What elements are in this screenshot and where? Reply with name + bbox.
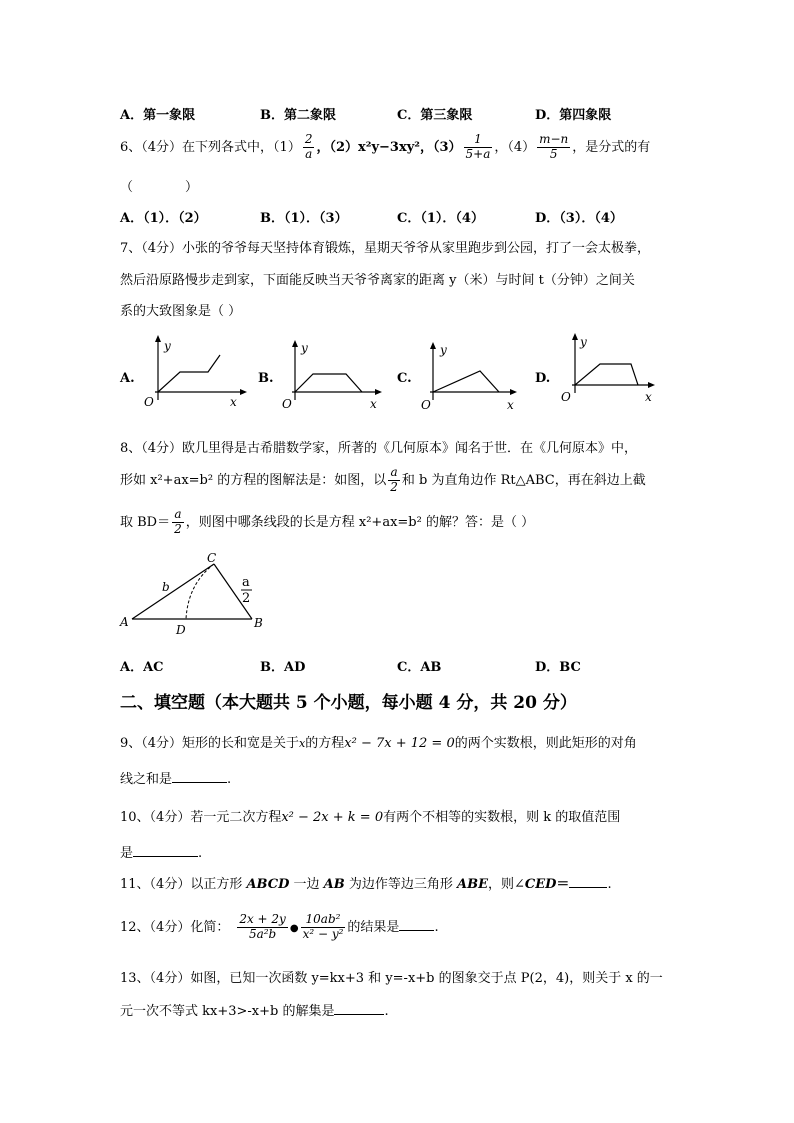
q6-fraction-4: $\frac{m-n}{5}$ xyxy=(539,132,569,161)
q12-answer-blank xyxy=(399,930,434,931)
question-8-line3: 取 BD＝ $\frac{a}{2}$ ，则图中哪条线段的长是方程 x²+ax=b² 的解？答：是（ ） xyxy=(120,507,535,536)
question-13-line1: 13、（4分）如图，已知一次函数 y=kx+3 和 y=-x+b 的图象交于点 P(2，4)，则关于 x 的一 xyxy=(120,971,663,986)
question-8-line2: 形如 x²+ax=b² 的方程的图解法是：如图，以 $\frac{a}{2}$ 和 b 为直角边作 Rt△ABC，再在斜边上截 xyxy=(120,465,646,494)
q7-a-x-label: x xyxy=(230,395,237,409)
question-7-line2: 然后沿原路慢步走到家，下面能反映当天爷爷离家的距离 y（米）与时间 t（分钟）之间关 xyxy=(120,273,635,288)
q13-answer-blank xyxy=(334,1014,384,1015)
q5-option-b: B．第二象限 xyxy=(260,108,336,123)
q8-option-b: B．AD xyxy=(260,660,306,675)
q5-option-a: A．第一象限 xyxy=(120,108,196,123)
q9-answer-blank xyxy=(172,782,227,783)
arc-cd xyxy=(186,564,214,619)
q6-option-d: D．（3）．（4） xyxy=(535,211,623,226)
q8-option-d: D．BC xyxy=(535,660,581,675)
point-c-label: C xyxy=(207,551,217,565)
q7-b-origin: O xyxy=(282,397,292,411)
segment-ac xyxy=(132,564,214,619)
q7-graphs xyxy=(110,330,690,415)
point-d-label: D xyxy=(176,623,186,637)
q7-d-y-label: y xyxy=(580,335,587,349)
q8-option-c: C．AB xyxy=(397,660,442,675)
q8-triangle-figure xyxy=(110,548,280,638)
q5-option-d: D．第四象限 xyxy=(535,108,612,123)
q6-fraction-3: $\frac{1}{5+a}$ xyxy=(465,132,491,161)
q7-d-curve xyxy=(575,364,638,385)
q8-option-a: A．AC xyxy=(120,660,164,675)
q7-c-origin: O xyxy=(421,398,431,412)
q6-answer-paren: （ ） xyxy=(120,180,199,195)
side-b-label: b xyxy=(162,580,170,594)
question-8-line1: 8、（4分）欧几里得是古希腊数学家，所著的《几何原本》闻名于世．在《几何原本》中， xyxy=(120,441,638,456)
q7-d-origin: O xyxy=(561,390,571,404)
q8-fraction-a-over-2: $\frac{a}{2}$ xyxy=(390,465,398,494)
q7-c-y-label: y xyxy=(440,343,447,357)
question-13-line2: 元一次不等式 kx+3>-x+b 的解集是 . xyxy=(120,1004,389,1019)
q7-b-x-label: x xyxy=(370,397,377,411)
q12-fraction-1: $\frac{2x + 2y}{\text{5a²b}}$ xyxy=(239,912,286,941)
q12-fraction-2: $\frac{\text{10ab²}}{\text{x² − y²}}$ xyxy=(302,912,344,941)
side-2-label: 2 xyxy=(242,591,251,606)
q7-a-origin: O xyxy=(144,395,154,409)
q7-a-y-label: y xyxy=(164,339,171,353)
q6-option-c: C．（1）．（4） xyxy=(397,211,484,226)
q8-fraction-bd: $\frac{a}{2}$ xyxy=(174,507,182,536)
q7-label-b: B. xyxy=(258,371,274,386)
q6-fraction-1: $\frac{2}{a}$ xyxy=(304,132,313,161)
q6-option-b: B．（1）．（3） xyxy=(260,211,348,226)
q11-answer-blank xyxy=(569,887,607,888)
q7-label-a: A. xyxy=(120,371,135,386)
q7-d-x-label: x xyxy=(645,390,652,404)
question-9-line2: 线之和是 . xyxy=(120,772,232,787)
question-9-line1: 9、（4分）矩形的长和宽是关于x的方程x² − 7x + 12 = 0的两个实数根，则此矩形的对角 xyxy=(120,736,637,751)
question-6-line1: 6、（4分）在下列各式中，（1） $\frac{2}{a}$ ，（2）x²y−3xy²，（3） $\frac{1}{5+a}$ ，（4） $\frac{m-n}{5}$ ，是分式的有 xyxy=(120,132,651,161)
question-10-line2: 是 . xyxy=(120,846,203,861)
section-2-title: 二、填空题（本大题共 5 个小题，每小题 4 分，共 20 分） xyxy=(120,693,577,713)
question-10-line1: 10、（4分）若一元二次方程x² − 2x + k = 0有两个不相等的实数根，则 k 的取值范围 xyxy=(120,810,621,825)
side-a-label: a xyxy=(242,575,250,590)
q6-option-a: A．（1）．（2） xyxy=(120,211,207,226)
q7-c-curve xyxy=(433,371,499,392)
question-11: 11、（4分）以正方形 ABCD 一边 AB 为边作等边三角形 ABE，则∠CED＝ . xyxy=(120,877,612,892)
q7-b-y-label: y xyxy=(301,341,308,355)
q7-label-c: C. xyxy=(397,371,412,386)
q7-c-x-label: x xyxy=(507,398,514,412)
question-12: 12、（4分）化简： $\frac{2x + 2y}{\text{5a²b}}$ ● $\frac{\text{10ab²}}{\text{x² − y²}}$ 的结果是 . xyxy=(120,912,439,941)
question-7-line3: 系的大致图象是（ ） xyxy=(120,304,242,319)
q5-option-c: C．第三象限 xyxy=(397,108,473,123)
question-7-line1: 7、（4分）小张的爷爷每天坚持体育锻炼，星期天爷爷从家里跑步到公园，打了一会太极拳， xyxy=(120,241,651,256)
q10-answer-blank xyxy=(133,856,198,857)
point-a-label: A xyxy=(120,615,129,629)
q7-label-d: D. xyxy=(535,371,551,386)
q7-a-curve xyxy=(158,355,220,392)
point-b-label: B xyxy=(254,616,263,630)
q7-b-curve xyxy=(295,374,362,392)
